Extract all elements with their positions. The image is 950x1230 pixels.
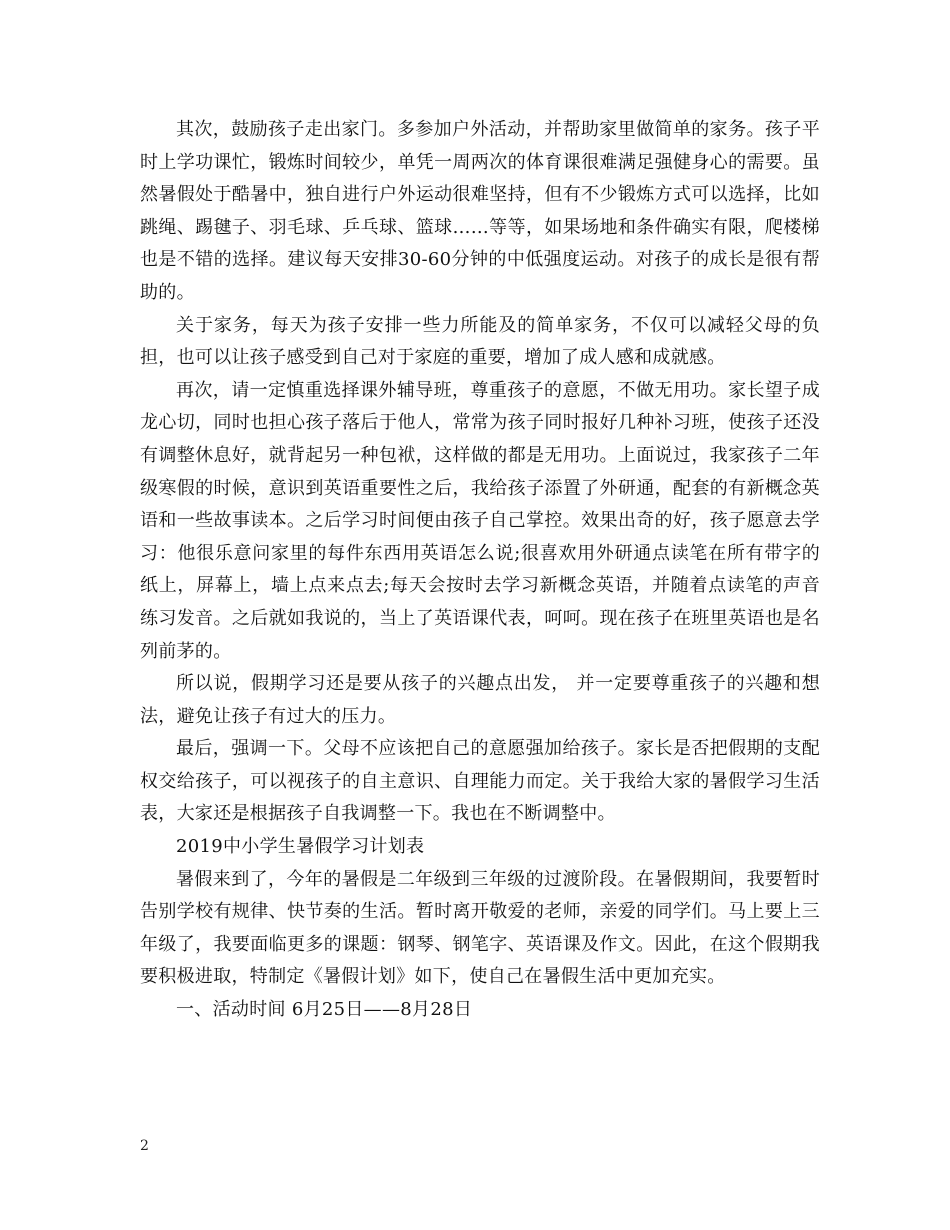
paragraph-activity-time: 一、活动时间 6月25日——8月28日 [176, 999, 473, 1021]
section-title-plan: 2019中小学生暑假学习计划表 [176, 836, 425, 858]
paragraph-plan-intro: 暑假来到了，今年的暑假是二年级到三年级的过渡阶段。在暑假期间，我要暂时告别学校有规律、快节奏的生活。暂时离开敬爱的老师，亲爱的同学们。马上要上三年级了，我要面临更多的课题：钢琴、钢笔字、英语课及作文。因此，在这个假期我要积极进取，特制定《暑假计划》如下，使自己在暑假生活中更加充实。 [140, 868, 820, 988]
paragraph-interest: 所以说，假期学习还是要从孩子的兴趣点出发， 并一定要尊重孩子的兴趣和想法，避免让孩子有过大的压力。 [140, 673, 820, 727]
document-body [140, 114, 820, 1027]
paragraph-conclusion: 最后，强调一下。父母不应该把自己的意愿强加给孩子。家长是否把假期的支配权交给孩子，可以视孩子的自主意识、自理能力而定。关于我给大家的暑假学习生活表，大家还是根据孩子自我调整一下。我也在不断调整中。 [140, 738, 820, 825]
paragraph-housework: 关于家务，每天为孩子安排一些力所能及的简单家务，不仅可以减轻父母的负担，也可以让孩子感受到自己对于家庭的重要，增加了成人感和成就感。 [140, 314, 820, 369]
page-number: 2 [140, 1138, 149, 1154]
paragraph-exercise: 其次，鼓励孩子走出家门。多参加户外活动，并帮助家里做简单的家务。孩子平时上学功课忙，锻炼时间较少，单凭一周两次的体育课很难满足强健身心的需要。虽然暑假处于酷暑中，独自进行户外运动很难坚持，但有不少锻炼方式可以选择，比如跳绳、踢毽子、羽毛球、乒乓球、篮球……等等，如果场地和条件确实有限，爬楼梯也是不错的选择。建议每天安排30-60分钟的中低强度运动。对孩子的成长是很有帮助的。 [140, 119, 820, 303]
paragraph-tutoring: 再次，请一定慎重选择课外辅导班，尊重孩子的意愿，不做无用功。家长望子成龙心切，同时也担心孩子落后于他人，常常为孩子同时报好几种补习班，使孩子还没有调整休息好，就背起另一种包袱，这样做的都是无用功。上面说过，我家孩子二年级寒假的时候，意识到英语重要性之后，我给孩子添置了外研通，配套的有新概念英语和一些故事读本。之后学习时间便由孩子自己掌控。效果出奇的好，孩子愿意去学习：他很乐意问家里的每件东西用英语怎么说;很喜欢用外研通点读笔在所有带字的纸上，屏幕上，墙上点来点去;每天会按时去学习新概念英语，并随着点读笔的声音练习发音。之后就如我说的，当上了英语课代表，呵呵。现在孩子在班里英语也是名列前茅的。 [140, 379, 820, 662]
